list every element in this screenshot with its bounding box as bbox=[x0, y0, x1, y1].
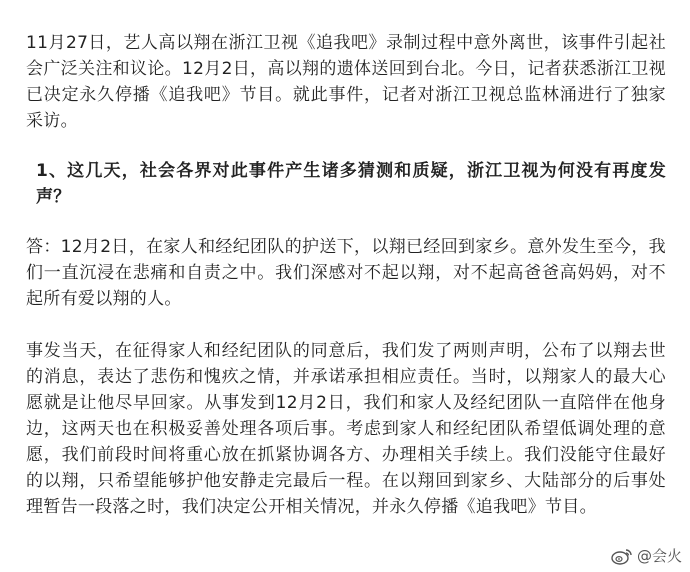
question-heading: 1、这几天，社会各界对此事件产生诸多猜测和质疑，浙江卫视为何没有再度发声？ bbox=[36, 161, 666, 207]
weibo-icon bbox=[611, 547, 633, 565]
answer-paragraph: 答：12月2日，在家人和经纪团队的护送下，以翔已经回到家乡。意外发生至今，我们一直沉浸在悲痛和自责之中。我们深感对不起以翔，对不起高爸爸高妈妈，对不起所有爱以翔的人。 bbox=[26, 237, 666, 309]
article bbox=[26, 0, 666, 520]
watermark-text: @会火 bbox=[636, 547, 682, 565]
answer-paragraph-continued: 事发当天，在征得家人和经纪团队的同意后，我们发了两则声明，公布了以翔去世的消息，表达了悲伤和愧疚之情，并承诺承担相应责任。当时，以翔家人的最大心愿就是让他尽早回家。从事发到12月2日，我们和家人及经纪团队一直陪伴在他身边，这两天也在积极妥善处理各项后事。考虑到家人和经纪团队希望低调处理的意愿，我们前段时间将重心放在抓紧协调各方、办理相关手续上。我们没能守住最好的以翔，只希望能够护他安静走完最后一程。在以翔回到家乡、大陆部分的后事处理暂告一段落之时，我们决定公开相关情况，并永久停播《追我吧》节目。 bbox=[26, 341, 666, 517]
intro-paragraph: 11月27日，艺人高以翔在浙江卫视《追我吧》录制过程中意外离世，该事件引起社会广泛关注和议论。12月2日，高以翔的遗体送回到台北。今日，记者获悉浙江卫视已决定永久停播《追我吧》节目。就此事件，记者对浙江卫视总监林涌进行了独家采访。 bbox=[26, 33, 666, 131]
weibo-watermark bbox=[609, 545, 684, 566]
